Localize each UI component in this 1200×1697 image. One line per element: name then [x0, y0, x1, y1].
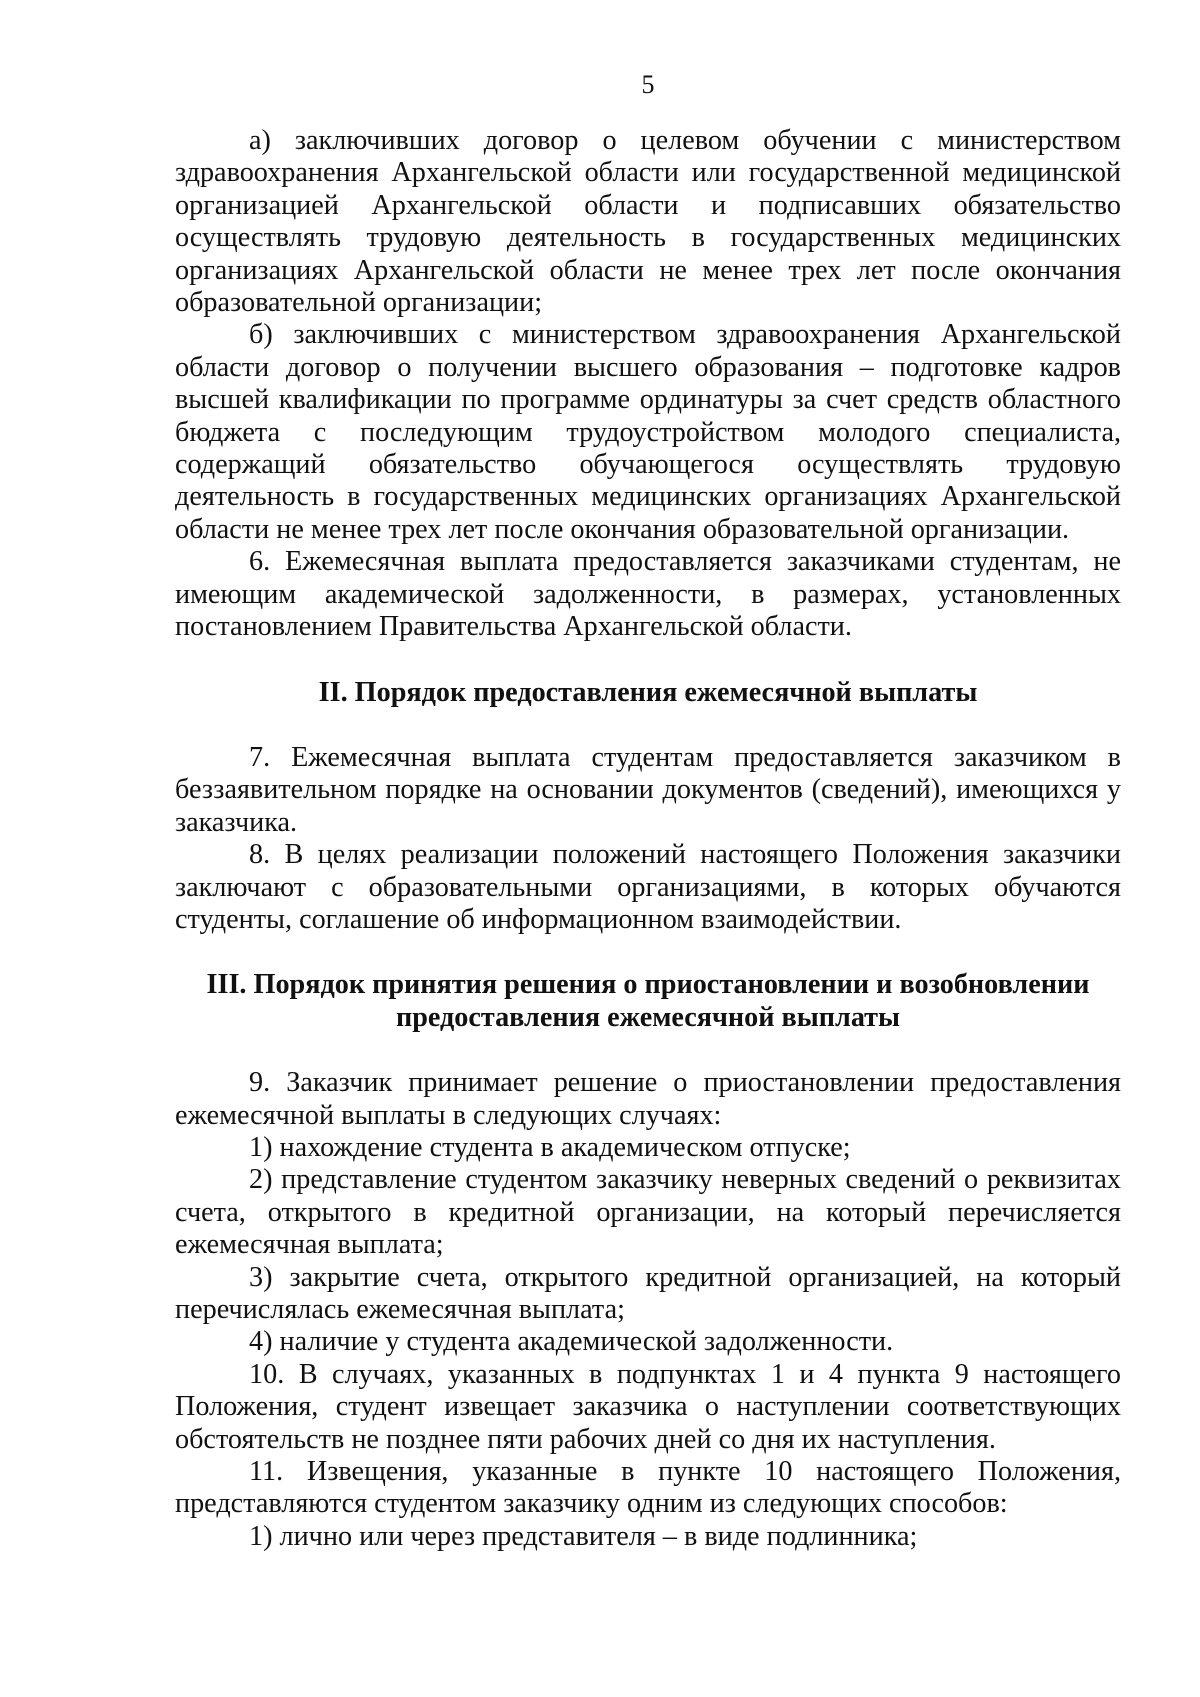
section-heading-3-line-2: предоставления ежемесячной выплаты [395, 1001, 901, 1033]
paragraph-item-9: 9. Заказчик принимает решение о приостановлении предоставления ежемесячной выплаты в следующих случаях: [175, 1067, 1121, 1131]
page-number: 5 [641, 70, 655, 99]
paragraph-item-6: 6. Ежемесячная выплата предоставляется заказчиками студентам, не имеющим академической задолженности, в размерах, установленных постановлением Правительства Архангельской области. [175, 546, 1121, 643]
list-item-9-4: 4) наличие у студента академической задолженности. [249, 1326, 894, 1358]
paragraph-item-7: 7. Ежемесячная выплата студентам предоставляется заказчиком в беззаявительном порядке на основании документов (сведений), имеющихся у заказчика. [175, 741, 1121, 838]
list-item-9-2: 2) представление студентом заказчику неверных сведений о реквизитах счета, открытого в кредитной организации, на который перечисляется ежемесячная выплата; [175, 1164, 1121, 1261]
list-item-9-3: 3) закрытие счета, открытого кредитной организацией, на который перечислялась ежемесячная выплата; [175, 1261, 1121, 1325]
paragraph-subitem-a: а) заключивших договор о целевом обучении с министерством здравоохранения Архангельской области или государственной медицинской организацией Архангельской области и подписавших обязательство осуществлять трудовую деятельность в государственных медицинских организациях Архангельской области не менее трех лет после окончания образовательной организации; [175, 125, 1121, 319]
document-body [175, 125, 1121, 1553]
list-item-9-1: 1) нахождение студента в академическом отпуске; [249, 1131, 851, 1163]
paragraph-subitem-b: б) заключивших с министерством здравоохранения Архангельской области договор о получении высшего образования – подготовке кадров высшей квалификации по программе ординатуры за счет средств областного бюджета с последующим трудоустройством молодого специалиста, содержащий обязательство обучающегося осуществлять трудовую деятельность в государственных медицинских организациях Архангельской области не менее трех лет после окончания образовательной организации. [175, 319, 1121, 545]
paragraph-item-11: 11. Извещения, указанные в пункте 10 настоящего Положения, представляются студентом заказчику одним из следующих способов: [175, 1456, 1121, 1520]
list-item-11-1: 1) лично или через представителя – в виде подлинника; [249, 1520, 918, 1552]
section-heading-2: II. Порядок предоставления ежемесячной выплаты [318, 676, 978, 708]
paragraph-item-8: 8. В целях реализации положений настоящего Положения заказчики заключают с образовательными организациями, в которых обучаются студенты, соглашение об информационном взаимодействии. [175, 839, 1121, 935]
paragraph-item-10: 10. В случаях, указанных в подпунктах 1 и 4 пункта 9 настоящего Положения, студент извещает заказчика о наступлении соответствующих обстоятельств не позднее пяти рабочих дней со дня их наступления. [175, 1358, 1121, 1455]
section-heading-3-line-1: III. Порядок принятия решения о приостановлении и возобновлении [206, 969, 1090, 1001]
